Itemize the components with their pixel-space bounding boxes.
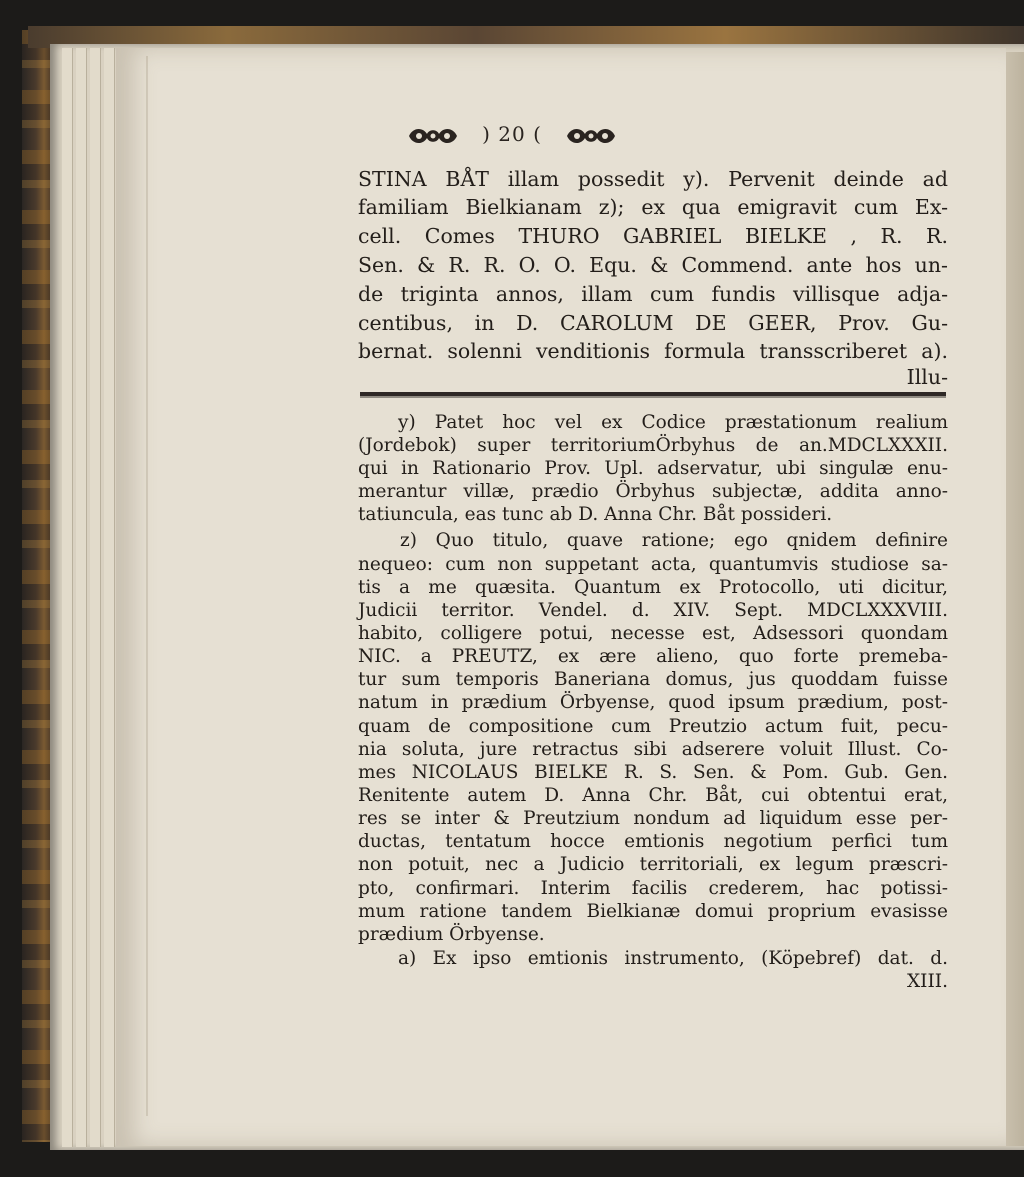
footnote-line: NIC. a PREUTZ, ex ære alieno, quo forte premeba-	[358, 646, 948, 667]
page-header	[0, 122, 1024, 152]
footnote-line: y) Patet hoc vel ex Codice præstationum realium	[398, 412, 948, 433]
printer-ornament-icon	[563, 125, 619, 147]
main-text-line: cell. Comes THURO GABRIEL BIELKE , R. R.	[358, 224, 948, 248]
catchword: Illu-	[906, 365, 948, 389]
footnote-line: Renitente autem D. Anna Chr. Båt, cui obtentui erat,	[358, 785, 948, 806]
footnote-line: prædium Örbyense.	[358, 924, 545, 945]
footnote-line: nia soluta, jure retractus sibi adserere voluit Illust. Co-	[358, 739, 948, 760]
footnote-line: merantur villæ, prædio Örbyhus subjectæ, addita anno-	[358, 481, 948, 502]
footnote-line: tur sum temporis Baneriana domus, jus quoddam fuisse	[358, 669, 948, 690]
footnote-line: tatiuncula, eas tunc ab D. Anna Chr. Båt possideri.	[358, 504, 833, 525]
footnote-line: qui in Rationario Prov. Upl. adservatur, ubi singulæ enu-	[358, 458, 948, 479]
footnote-line: (Jordebok) super territoriumÖrbyhus de an.MDCLXXXII.	[358, 435, 948, 456]
footnote-line: res se inter & Preutzium nondum ad liquidum esse per-	[358, 808, 948, 829]
printer-ornament-icon	[405, 125, 461, 147]
footnote-rule	[360, 392, 946, 396]
main-text-line: familiam Bielkianam z); ex qua emigravit cum Ex-	[358, 195, 948, 219]
footnote-line: quam de compositione cum Preutzio actum fuit, pecu-	[358, 716, 948, 737]
main-text-line: Sen. & R. R. O. O. Equ. & Commend. ante hos un-	[358, 253, 948, 277]
page-edge	[90, 48, 101, 1147]
page-edge	[76, 48, 87, 1147]
footnote-line: ductas, tentatum hocce emtionis negotium perfici tum	[358, 831, 948, 852]
footnote-line: habito, colligere potui, necesse est, Adsessori quondam	[358, 623, 948, 644]
catchword: XIII.	[907, 971, 948, 992]
main-text-line: centibus, in D. CAROLUM DE GEER, Prov. Gu-	[358, 311, 948, 335]
footnote-line: non potuit, nec a Judicio territoriali, ex legum præscri-	[358, 854, 948, 875]
footnote-line: nequeo: cum non suppetant acta, quantumvis studiose sa-	[358, 554, 948, 575]
page-edge	[104, 48, 115, 1147]
footnote-line: pto, confirmari. Interim facilis crederem, hac potissi-	[358, 878, 948, 899]
footnote-line: Judicii territor. Vendel. d. XIV. Sept. MDCLXXXVIII.	[358, 600, 948, 621]
footnote-line: natum in prædium Örbyense, quod ipsum prædium, post-	[358, 692, 948, 713]
page-edge	[62, 48, 73, 1147]
footnote-line: a) Ex ipso emtionis instrumento, (Köpebref) dat. d.	[398, 948, 948, 969]
footnote-line: z) Quo titulo, quave ratione; ego qnidem definire	[400, 530, 948, 551]
footnote-line: mum ratione tandem Bielkianæ domui proprium evasisse	[358, 901, 948, 922]
main-text-line: STINA BÅT illam possedit y). Pervenit deinde ad	[358, 167, 948, 191]
footnote-line: tis a me quæsita. Quantum ex Protocollo, uti dicitur,	[358, 577, 948, 598]
main-text-line: bernat. solenni venditionis formula transscriberet a).	[358, 339, 948, 363]
footnote-line: mes NICOLAUS BIELKE R. S. Sen. & Pom. Gub. Gen.	[358, 762, 948, 783]
main-text-line: de triginta annos, illam cum fundis villisque adja-	[358, 282, 948, 306]
page-number: ) 20 (	[482, 122, 542, 146]
